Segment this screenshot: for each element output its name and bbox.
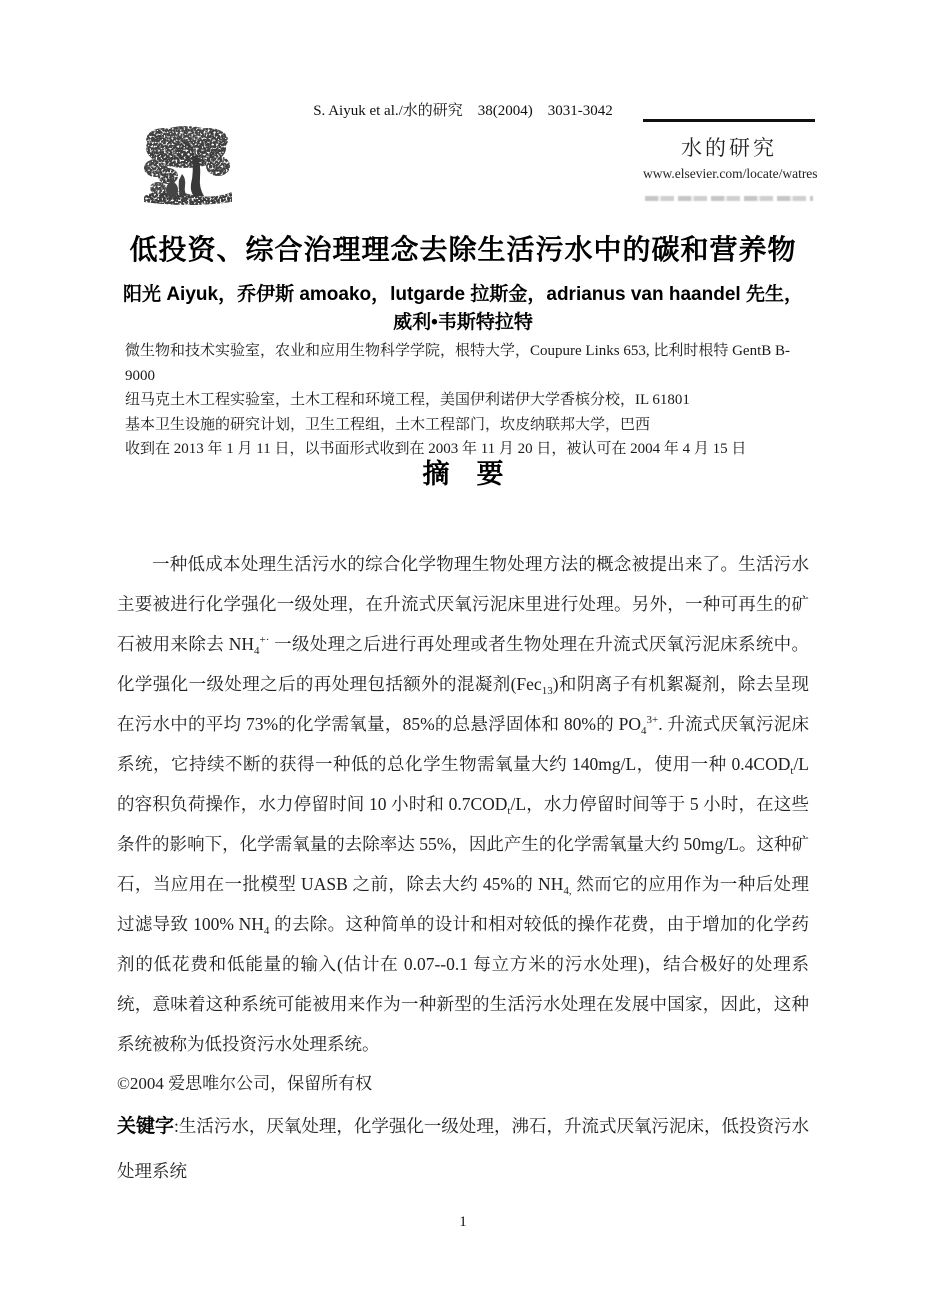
copyright-line: ©2004 爱思唯尔公司，保留所有权 — [117, 1074, 373, 1093]
keywords-text: 生活污水，厌氧处理，化学强化一级处理，沸石，升流式厌氧污泥床，低投资污水处理系统 — [117, 1116, 809, 1181]
authors-line-2: 威利•韦斯特拉特 — [393, 312, 533, 333]
affiliations-block — [125, 339, 815, 462]
abstract-heading: 摘 要 — [422, 459, 504, 489]
authors-line-1: 阳光 Aiyuk，乔伊斯 amoako，lutgarde 拉斯金，adrianus van haandel 先生， — [123, 284, 803, 305]
running-head: S. Aiyuk et al./水的研究 38(2004) 3031-3042 — [313, 103, 613, 119]
affiliation-line: 纽马克土木工程实验室，土木工程和环境工程，美国伊利诺伊大学香槟分校，IL 61801 — [125, 392, 690, 408]
keywords-separator: : — [174, 1116, 179, 1136]
abstract-paragraph: 一种低成本处理生活污水的综合化学物理生物处理方法的概念被提出来了。生活污水主要被进行化学强化一级处理，在升流式厌氧污泥床里进行处理。另外，一种可再生的矿石被用来除去 $NH_4^{+\cdot}$ 一级处理之后进行再处理或者生物处理在升流式厌氧污泥床系统中。化学强化一级处理之后的再处理包括额外的混凝剂(Fec$_{13}$)和阴离子有机絮凝剂，除去呈现在污水中的平均 73%的化学需氧量，85%的总悬浮固体和 80%的 $PO_4^{3+}$. 升流式厌氧污泥床系统，它持续不断的获得一种低的总化学生物需氧量大约 140mg/L，使用一种 $0.4COD_t/L$ 的容积负荷操作，水力停留时间 10 小时和 $0.7COD_t/L$，水力停留时间等于 5 小时，在这些条件的影响下，化学需氧量的去除率达 55%，因此产生的化学需氧量大约 50mg/L。这种矿石，当应用在一批模型 UASB 之前，除去大约 45%的 $NH_{4,}$ 然而它的应用作为一种后处理过滤导致 100% $NH_4$ 的去除。这种简单的设计和相对较低的操作花费，由于增加的化学药剂的低花费和低能量的输入(估计在 0.07--0.1 每立方米的污水处理)，结合极好的处理系统，意味着这种系统可能被用来作为一种新型的生活污水处理在发展中国家，因此，这种系统被称为低投资污水处理系统。 — [117, 554, 810, 1054]
affiliation-line: 基本卫生设施的研究计划，卫生工程组，土木工程部门，坎皮纳联邦大学，巴西 — [125, 416, 651, 433]
article-title: 低投资、综合治理理念去除生活污水中的碳和营养物 — [129, 234, 797, 265]
authors-block — [118, 281, 808, 337]
header-rule — [643, 119, 815, 122]
keywords-paragraph — [117, 1104, 809, 1194]
journal-name: 水的研究 — [681, 136, 777, 160]
received-dates-line: 收到在 2013 年 1 月 11 日，以书面形式收到在 2003 年 11 月 20 日，被认可在 2004 年 4 月 15 日 — [125, 441, 747, 457]
faded-text-smudge — [645, 196, 813, 201]
journal-url: www.elsevier.com/locate/watres — [643, 166, 818, 181]
page-number: 1 — [459, 1214, 467, 1230]
elsevier-tree-logo — [142, 126, 234, 206]
journal-header-block — [643, 119, 818, 201]
keywords-label: 关键字 — [117, 1116, 175, 1137]
abstract-flow — [117, 544, 809, 1194]
affiliation-line: 微生物和技术实验室，农业和应用生物科学学院，根特大学，Coupure Links 653, 比利时根特 GentB B-9000 — [125, 343, 790, 384]
tree-engraving-icon — [142, 126, 234, 206]
